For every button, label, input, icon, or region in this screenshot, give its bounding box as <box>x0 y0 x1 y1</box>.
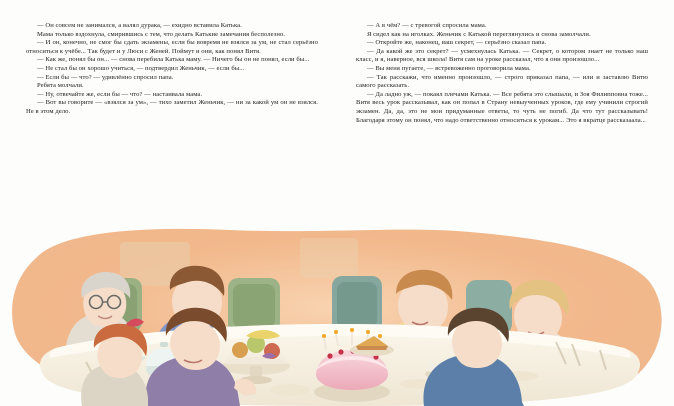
paragraph: — Да какой же это секрет? — усмехнулась Катька. — Секрет, о котором знает не только наш класс, и я, наверное, вся школа! Витя сам на уроке рассказал, что я они произошло... <box>356 47 648 64</box>
paragraph: — Вы меня пугаете, — встревоженно проговорила мама. <box>367 64 531 72</box>
right-text-column <box>356 22 648 222</box>
paragraph: Ребята молчали. <box>37 82 84 90</box>
left-text-column <box>26 22 318 222</box>
paragraph: Мама только вздохнула, смирившись с тем, что делать Катькие замечания бесполезно. <box>37 30 286 38</box>
paragraph: — Откройте же, наконец, ваш секрет, — серьёзно сказал папа. <box>367 39 547 47</box>
paragraph: — Да ладно уж, — покаял плечами Катька. — Все ребята это слышали, и Зоя Филипповна тоже... Витя весь урок рассказывал, как он попал в Страну невыученных уроков, где ему учинили строгий экзамен. Да, да, это не мои придуманные ответы, то чуть не погиб. Да что тут рассказывать! Благодаря этому он понял, что надо ответственно относиться к урокам... Это я вкратце рассказаала... <box>356 90 648 124</box>
paragraph: Я сидел как на иголках. Женьчик с Катькой переглянулись и снова замолчали. <box>367 30 591 38</box>
paragraph: — Если бы — что? — удивлённо спросил папа. <box>37 73 174 81</box>
paragraph: — Он совсем не занимался, а валял дурака, — ехидно вставила Катька. <box>37 22 242 29</box>
paragraph: — И он, конечно, не смог бы сдать экзамены, если бы вовремя не взялся за ум, не стал серьёзно относиться к учёбе... Так будет и у Люси с Женей. Поймут и они, как понял Витя. <box>26 39 318 55</box>
paragraph: — Как же, понял бы он... — снова перебила Катька маму. — Ничего бы он не понял, если бы... <box>37 56 310 64</box>
text-area <box>0 22 674 222</box>
paragraph: — Не стал бы он хорошо учиться, — подтвердил Женьчик, — если бы... <box>37 64 245 72</box>
paragraph: — А в чём? — с тревогой спросила мама. <box>367 22 487 29</box>
paragraph: — Ну, отвечайте же, если бы — что? — настаивала мама. <box>37 90 203 98</box>
family-dinner-illustration <box>0 224 674 406</box>
paragraph: — Вот вы говорите — «взялся за ум», — тихо заметил Женьчик, — ни за какой ум он не взялся. Не в этом дело. <box>26 99 318 115</box>
paragraph: — Так расскажи, что именно произошло, — строго приказал папа, — или и заставлю Витю самого рассказать. <box>356 73 648 90</box>
